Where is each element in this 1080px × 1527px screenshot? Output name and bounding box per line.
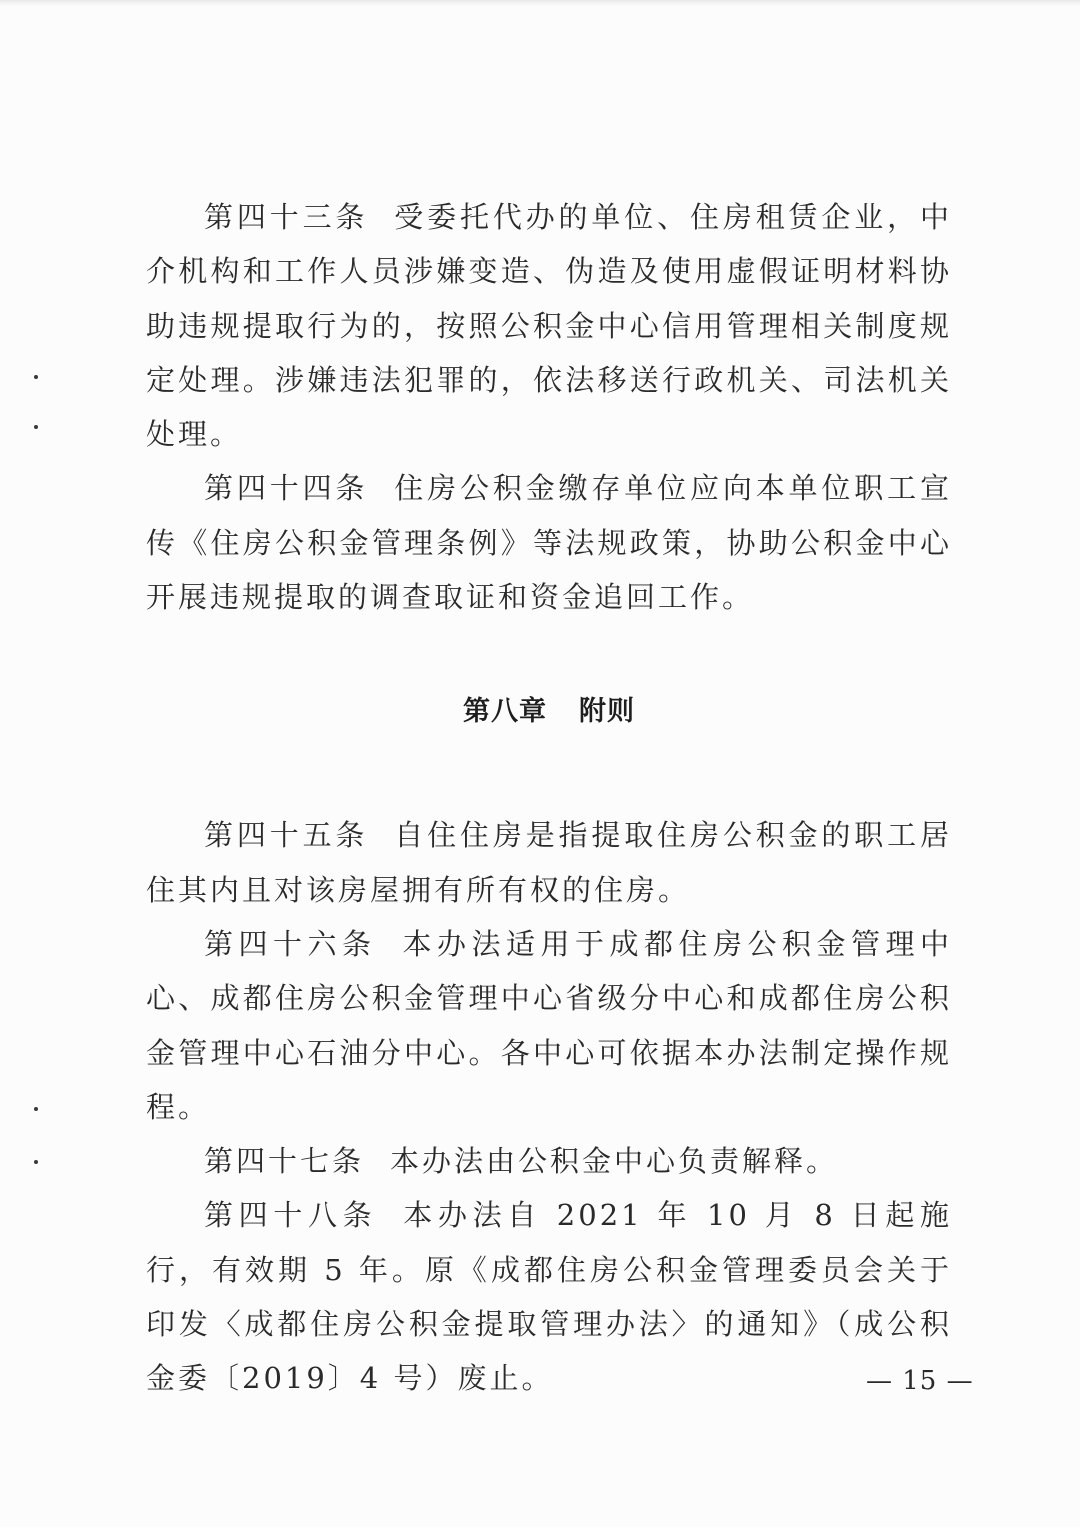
article-43 <box>146 190 952 461</box>
article-label: 第四十四条 <box>204 471 369 506</box>
article-45 <box>146 808 952 917</box>
article-text: 住房公积金缴存单位应向本单位职工宣传《住房公积金管理条例》等法规政策，协助公积金中心开展违规提取的调查取证和资金追回工作。 <box>146 471 952 615</box>
document-body <box>146 190 952 1406</box>
article-text: 本办法适用于成都住房公积金管理中心、成都住房公积金管理中心省级分中心和成都住房公积金管理中心石油分中心。各中心可依据本办法制定操作规程。 <box>146 926 952 1124</box>
article-text: 自住住房是指提取住房公积金的职工居住其内且对该房屋拥有所有权的住房。 <box>146 818 952 907</box>
margin-dot <box>34 425 38 429</box>
article-text: 本办法由公积金中心负责解释。 <box>390 1144 839 1179</box>
chapter-heading <box>146 692 952 732</box>
article-text: 受委托代办的单位、住房租赁企业，中介机构和工作人员涉嫌变造、伪造及使用虚假证明材料协助违规提取行为的，按照公积金中心信用管理相关制度规定处理。涉嫌违法犯罪的，依法移送行政机关、司法机关处理。 <box>146 200 952 452</box>
article-47 <box>146 1134 952 1188</box>
article-label: 第四十八条 <box>204 1198 378 1233</box>
margin-dot <box>34 375 38 379</box>
page-number: — 15 — <box>866 1366 974 1396</box>
article-label: 第四十五条 <box>204 818 369 853</box>
margin-dot <box>34 1107 38 1111</box>
article-46 <box>146 917 952 1134</box>
article-text: 本办法自 2021 年 10 月 8 日起施行，有效期 5 年。原《成都住房公积金管理委员会关于印发〈成都住房公积金提取管理办法〉的通知》（成公积金委〔2019〕4 号）废止。 <box>146 1198 952 1396</box>
scan-top-edge <box>0 0 1080 6</box>
margin-dot <box>34 1160 38 1164</box>
chapter-number: 第八章 <box>463 696 547 728</box>
article-label: 第四十三条 <box>204 200 369 234</box>
article-44 <box>146 461 952 624</box>
article-48 <box>146 1188 952 1405</box>
article-label: 第四十七条 <box>204 1144 365 1179</box>
chapter-title: 附则 <box>579 696 635 728</box>
article-label: 第四十六条 <box>204 926 377 961</box>
